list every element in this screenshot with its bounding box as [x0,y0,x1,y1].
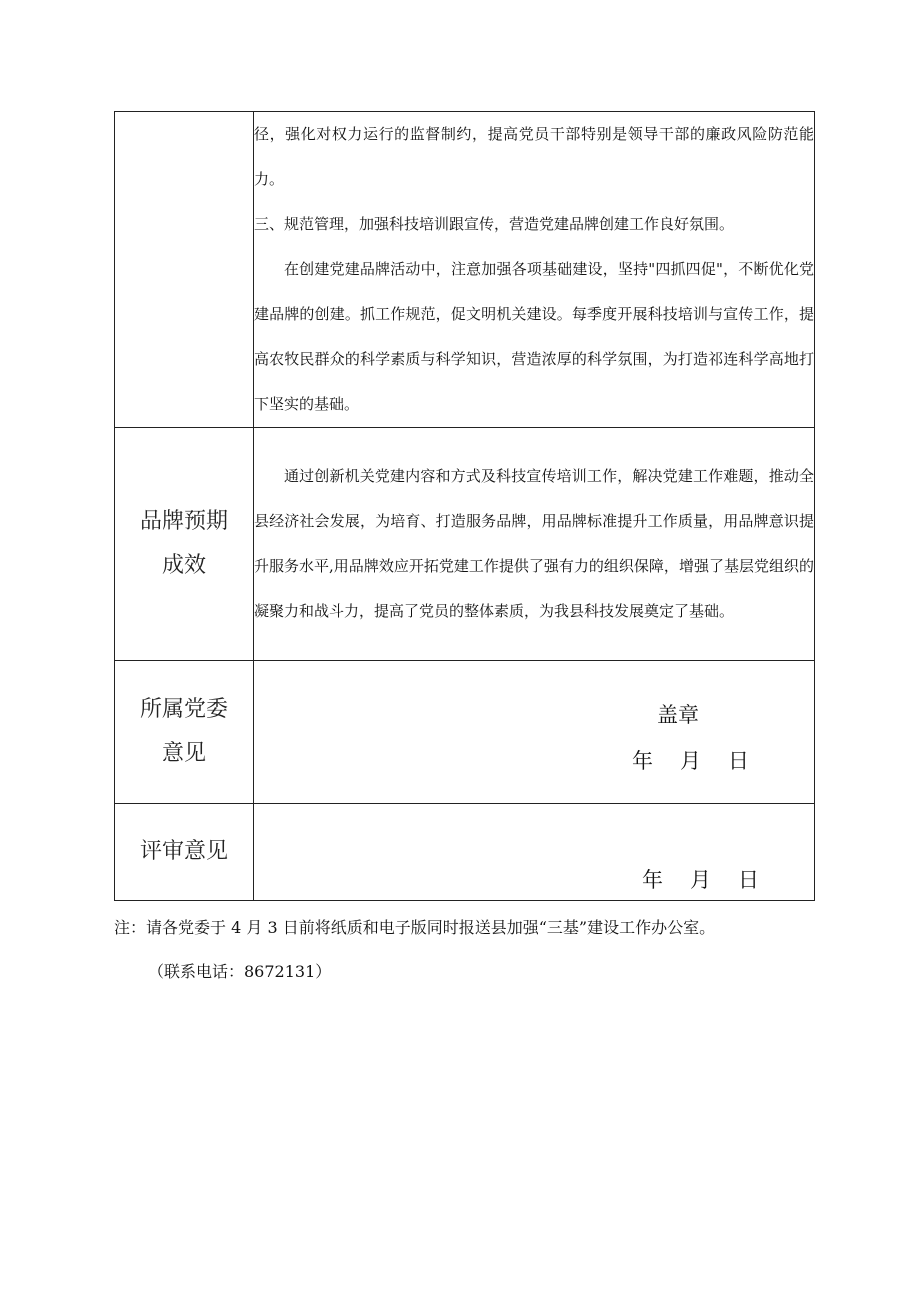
paragraph: 径，强化对权力运行的监督制约，提高党员干部特别是领导干部的廉政风险防范能力。 [254,125,814,188]
paragraph: 在创建党建品牌活动中，注意加强各项基础建设，坚持"四抓四促"，不断优化党建品牌的创建。抓工作规范，促文明机关建设。每季度开展科技培训与宣传工作，提高农牧民群众的科学素质与科学知识，营造浓厚的科学氛围，为打造祁连科学高地打下坚实的基础。 [254,260,814,413]
paragraph: 三、规范管理，加强科技培训跟宣传，营造党建品牌创建工作良好氛围。 [254,215,735,233]
review-opinion-label: 评审意见 [115,804,254,901]
review-block [254,804,814,900]
label-line: 品牌预期 [139,509,228,534]
table-row [115,804,815,901]
date-day: 日 [738,868,759,892]
table-row [115,661,815,804]
date-line [642,864,759,894]
measures-content-cell [254,112,815,428]
date-year: 年 [632,749,653,773]
expected-results-label [115,428,254,661]
date-line [632,745,749,775]
date-year: 年 [642,868,663,892]
date-month: 月 [680,749,701,773]
paragraph: 通过创新机关党建内容和方式及科技宣传培训工作，解决党建工作难题，推动全县经济社会发展，为培育、打造服务品牌，用品牌标准提升工作质量，用品牌意识提升服务水平,用品牌效应开拓党建工作提供了强有力的组织保障，增强了基层党组织的凝聚力和战斗力，提高了党员的整体素质，为我县科技发展奠定了基础。 [254,467,814,620]
label-line: 意见 [161,741,206,766]
seal-block [254,661,814,803]
party-committee-opinion-label [115,661,254,804]
table-row [115,112,815,428]
application-form-table [114,111,815,901]
review-opinion-field[interactable] [254,804,815,901]
party-committee-opinion-field[interactable] [254,661,815,804]
date-day: 日 [728,749,749,773]
empty-label-cell [115,112,254,428]
footnote: 注：请各党委于 4 月 3 日前将纸质和电子版同时报送县加强“三基”建设工作办公室。 [114,918,716,937]
label-line: 所属党委 [139,697,228,722]
date-month: 月 [690,868,711,892]
seal-text: 盖章 [657,703,699,727]
table-row [115,428,815,661]
contact-phone: （联系电话：8672131） [148,962,332,981]
expected-results-content [254,428,815,661]
label-line: 成效 [161,553,206,578]
